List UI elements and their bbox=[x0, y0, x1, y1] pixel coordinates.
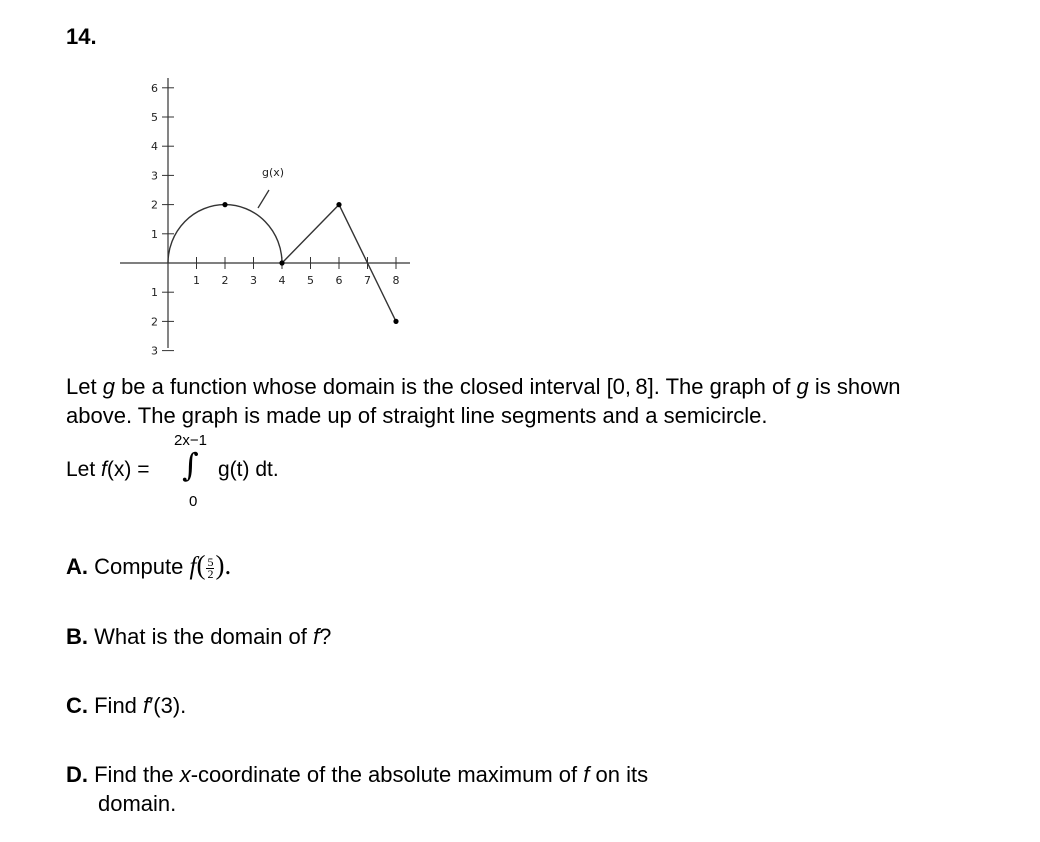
question-b: B. What is the domain of f? bbox=[66, 624, 332, 649]
ticks bbox=[151, 82, 400, 358]
intro-line-1: Let g be a function whose domain is the closed interval [0, 8]. The graph of g is shown bbox=[66, 374, 901, 399]
question-d: D. Find the x-coordinate of the absolute maximum of f on its bbox=[66, 762, 649, 787]
upper-limit: 2x−1 bbox=[174, 432, 207, 449]
function-label-pointer bbox=[258, 190, 269, 208]
x-tick-label-4: 4 bbox=[278, 274, 286, 287]
x-tick-label-2: 2 bbox=[221, 274, 229, 287]
line-segment-1 bbox=[282, 205, 339, 263]
x-tick-label-6: 6 bbox=[335, 274, 343, 287]
y-tick-label-neg-3: 3 bbox=[151, 344, 158, 358]
y-tick-label-6: 6 bbox=[151, 81, 158, 95]
y-tick-label-2: 2 bbox=[151, 198, 158, 212]
axes bbox=[120, 78, 410, 348]
y-tick-label-3: 3 bbox=[151, 169, 158, 183]
question-d-line-2: domain. bbox=[98, 791, 177, 816]
problem-number: 14. bbox=[66, 24, 97, 49]
x-tick-label-5: 5 bbox=[307, 274, 314, 287]
function-label: g(x) bbox=[262, 166, 285, 179]
x-tick-label-3: 3 bbox=[250, 274, 257, 287]
fraction-five-halves: $\frac{5}{2}$ bbox=[207, 554, 214, 581]
lower-limit: 0 bbox=[189, 493, 198, 510]
point-6-2 bbox=[336, 202, 341, 207]
question-c: C. Find f′(3). bbox=[66, 693, 187, 718]
y-tick-label-5: 5 bbox=[151, 111, 158, 124]
definition-line: Let f(x) = bbox=[66, 458, 150, 481]
question-a: A. Compute f( $\frac{5}{2}$ ). bbox=[66, 550, 232, 581]
y-tick-label-neg-1: 1 bbox=[151, 286, 158, 300]
point-2-2 bbox=[222, 202, 227, 207]
x-tick-label-7: 7 bbox=[364, 274, 371, 287]
x-tick-label-8: 8 bbox=[392, 274, 400, 287]
graph-of-g bbox=[0, 0, 420, 360]
integral-sign: ∫ bbox=[182, 446, 199, 484]
y-tick-label-1: 1 bbox=[151, 227, 158, 241]
semicircle-segment bbox=[168, 205, 282, 263]
integrand: g(t) dt. bbox=[218, 458, 279, 481]
x-tick-label-1: 1 bbox=[193, 274, 200, 287]
intro-line-2: above. The graph is made up of straight line segments and a semicircle. bbox=[66, 403, 768, 428]
point-4-0 bbox=[279, 260, 284, 265]
y-tick-label-neg-2: 2 bbox=[151, 315, 158, 329]
point-8--2 bbox=[393, 319, 398, 324]
y-tick-label-4: 4 bbox=[151, 140, 158, 154]
